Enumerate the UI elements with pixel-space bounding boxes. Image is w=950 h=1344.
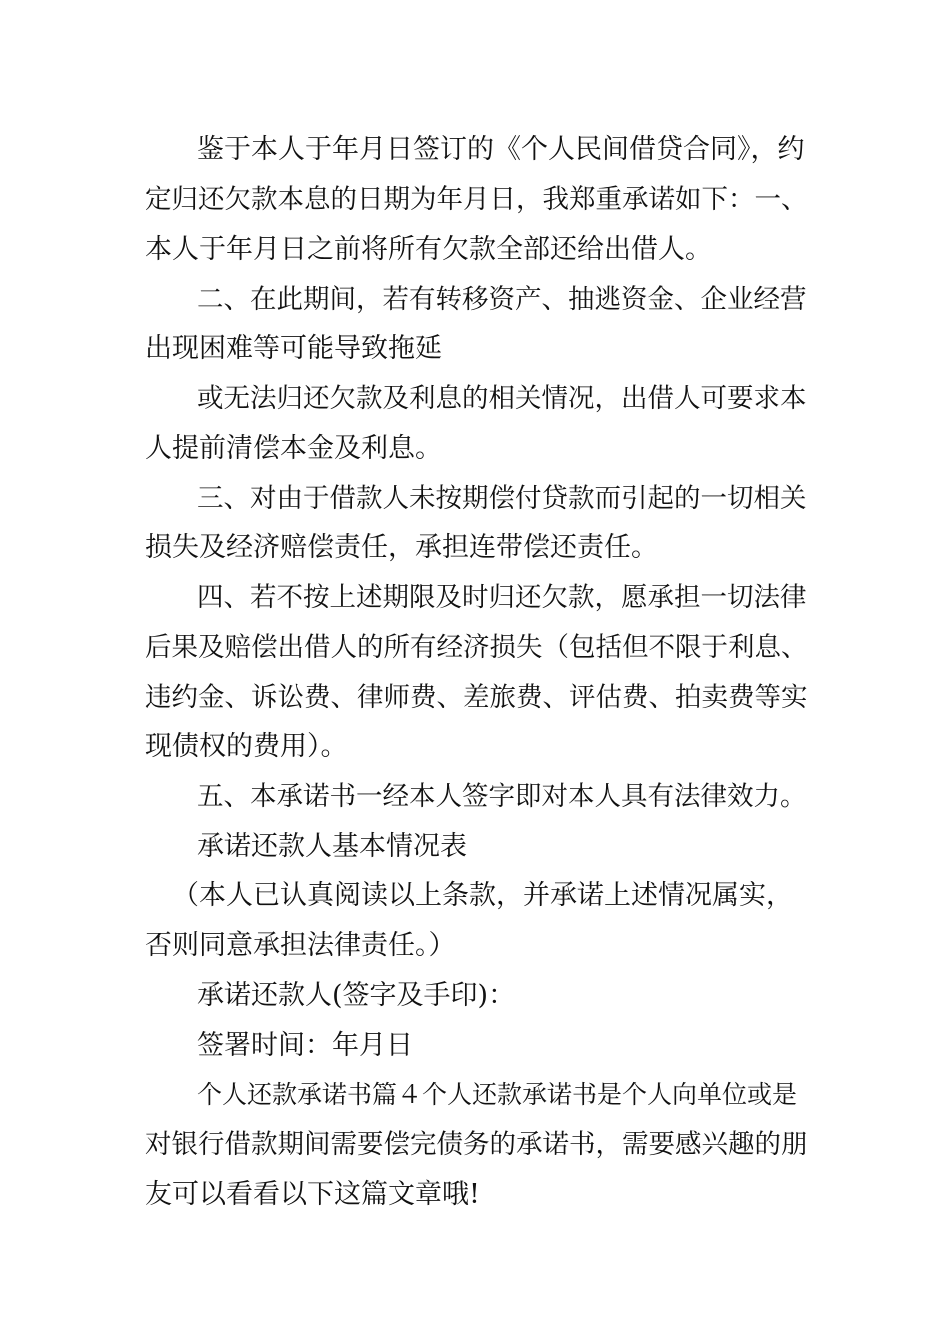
text-line: 后果及赔偿出借人的所有经济损失（包括但不限于利息、 [145, 632, 808, 663]
text-line: 承诺还款人(签字及手印)： [197, 980, 516, 1011]
text-line: 对银行借款期间需要偿完债务的承诺书，需要感兴趣的朋 [145, 1129, 808, 1160]
text-line: 现债权的费用）。 [145, 731, 348, 762]
text-line: 人提前清偿本金及利息。 [145, 433, 442, 464]
text-line: 损失及经济赔偿责任，承担连带偿还责任。 [145, 532, 658, 563]
text-line: 签署时间：年月日 [197, 1030, 413, 1061]
text-line: 个人还款承诺书篇４个人还款承诺书是个人向单位或是 [197, 1080, 798, 1109]
text-line: 本人于年月日之前将所有欠款全部还给出借人。 [145, 234, 712, 265]
text-line: 或无法归还欠款及利息的相关情况，出借人可要求本 [197, 383, 807, 414]
text-line: （本人已认真阅读以上条款，并承诺上述情况属实， [172, 880, 793, 911]
text-line: 鉴于本人于年月日签订的《个人民间借贷合同》，约 [197, 134, 805, 165]
text-line: 五、本承诺书一经本人签字即对本人具有法律效力。 [197, 781, 807, 812]
text-line: 承诺还款人基本情况表 [197, 831, 467, 862]
text-line: 出现困难等可能导致拖延 [145, 333, 442, 364]
text-line: 否则同意承担法律责任。） [145, 930, 456, 961]
text-line: 四、若不按上述期限及时归还欠款，愿承担一切法律 [197, 582, 807, 613]
text-line: 定归还欠款本息的日期为年月日，我郑重承诺如下：一、 [145, 184, 808, 215]
text-line: 友可以看看以下这篇文章哦! [145, 1179, 480, 1210]
text-line: 二、在此期间，若有转移资产、抽逃资金、企业经营 [197, 284, 807, 315]
text-line: 违约金、诉讼费、律师费、差旅费、评估费、拍卖费等实 [145, 682, 808, 713]
text-line: 三、对由于借款人未按期偿付贷款而引起的一切相关 [197, 483, 807, 514]
